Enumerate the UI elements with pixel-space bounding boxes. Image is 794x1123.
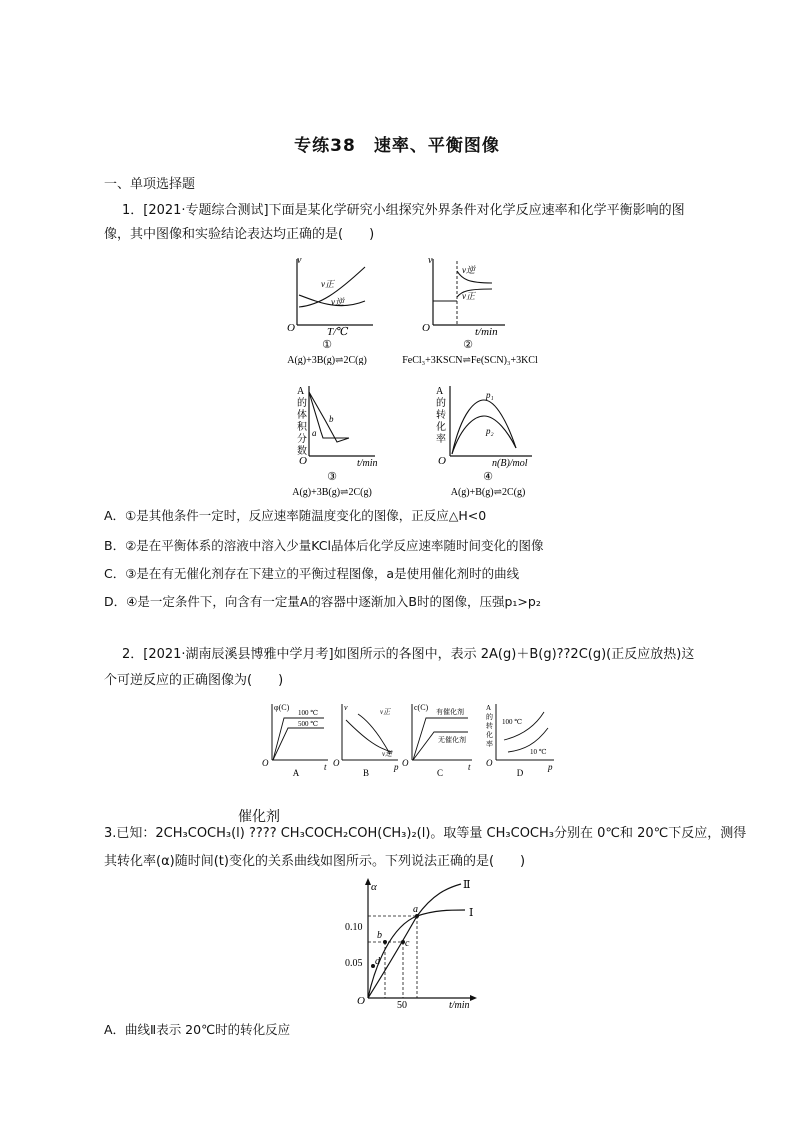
svg-text:分: 分	[297, 434, 307, 445]
fig4-number: ④	[483, 471, 493, 483]
q3-chart	[335, 876, 495, 1011]
fig3-origin: O	[299, 455, 307, 467]
q2-graph-a	[262, 703, 328, 778]
q3-point-d: d	[375, 956, 380, 967]
q3-catalyst-label: 催化剂	[238, 809, 280, 825]
svg-text:有催化剂: 有催化剂	[436, 708, 464, 716]
svg-text:B: B	[362, 768, 370, 778]
svg-text:10 ℃: 10 ℃	[530, 748, 547, 756]
svg-text:体: 体	[297, 410, 307, 421]
q3-x-label: t/min	[449, 1000, 470, 1011]
fig4-p1: p₁	[486, 390, 494, 400]
fig2-number: ②	[463, 339, 473, 351]
svg-text:v逆: v逆	[382, 750, 393, 758]
svg-text:A: A	[436, 386, 444, 397]
svg-text:O: O	[333, 758, 340, 768]
fig2-curve-label-2: v正	[462, 291, 475, 301]
q1-stem-line2: 像，其中图像和实验结论表达均正确的是( )	[104, 227, 375, 242]
q3-point-a: a	[413, 904, 418, 915]
section-heading: 一、单项选择题	[104, 177, 196, 192]
svg-text:的: 的	[486, 713, 493, 721]
svg-text:100 ℃: 100 ℃	[502, 718, 523, 726]
q1-figure-3	[275, 380, 395, 498]
q3-stem-line1: 3.已知：2CH₃COCH₃(l) ???? CH₃COCH₂COH(CH₃)₂(l)。取等量 CH₃COCH₃分别在 0℃和 20℃下反应，测得	[104, 826, 747, 841]
q3-point-b: b	[377, 930, 382, 941]
svg-text:v正: v正	[380, 708, 391, 716]
fig3-equation: A(g)+3B(g)⇌2C(g)	[292, 487, 372, 498]
fig2-y-label: v	[428, 255, 433, 266]
svg-text:O: O	[486, 758, 493, 768]
q3-curve-1-label: Ⅰ	[469, 907, 474, 919]
fig3-y-label-1: A	[297, 386, 305, 397]
svg-text:转: 转	[486, 722, 493, 730]
svg-text:积: 积	[297, 422, 307, 433]
q3-x-tick-50: 50	[397, 1000, 407, 1011]
svg-text:的: 的	[297, 398, 307, 409]
fig2-equation: FeCl₃+3KSCN⇌Fe(SCN)₃+3KCl	[402, 355, 538, 365]
q1-option-a: A．①是其他条件一定时，反应速率随温度变化的图像，正反应△H<0	[104, 508, 487, 523]
q3-curve-1	[368, 910, 465, 998]
q1-option-d: D．④是一定条件下，向含有一定量A的容器中逐渐加入B时的图像，压强p₁>p₂	[104, 594, 541, 609]
svg-text:p: p	[394, 762, 399, 772]
q1-figure-1	[275, 255, 395, 365]
q1-figure-4	[400, 380, 550, 498]
svg-text:A: A	[292, 768, 300, 778]
q3-y-tick-0.05: 0.05	[345, 958, 363, 969]
q3-curve-2	[368, 884, 461, 998]
svg-text:数: 数	[297, 446, 307, 457]
q2-graph-c	[402, 703, 472, 778]
fig1-origin: O	[287, 322, 295, 334]
svg-text:的: 的	[436, 398, 446, 409]
svg-text:c(C): c(C)	[414, 703, 429, 712]
fig1-curve-label-1: v正	[321, 279, 334, 289]
fig3-curve-b: b	[329, 414, 334, 424]
fig3-number: ③	[327, 471, 337, 483]
svg-text:无催化剂: 无催化剂	[438, 736, 466, 744]
svg-text:转: 转	[436, 410, 446, 421]
svg-text:化: 化	[436, 422, 446, 433]
svg-text:C: C	[436, 768, 444, 778]
fig4-p2: p₂	[486, 426, 494, 436]
q3-curve-2-label: Ⅱ	[463, 879, 471, 891]
svg-text:D: D	[516, 768, 524, 778]
fig4-equation: A(g)+B(g)⇌2C(g)	[450, 487, 526, 498]
q3-origin: O	[357, 995, 365, 1007]
q2-graph-d	[486, 704, 554, 778]
q2-stem-line2: 个可逆反应的正确图像为( )	[104, 673, 284, 688]
svg-text:率: 率	[486, 740, 493, 748]
fig1-x-label: T/℃	[327, 326, 349, 338]
fig4-x-label: n(B)/mol	[492, 458, 528, 469]
fig1-equation: A(g)+3B(g)⇌2C(g)	[287, 355, 367, 365]
q3-y-tick-0.10: 0.10	[345, 922, 363, 933]
fig1-y-label: v	[297, 255, 302, 266]
fig1-curve-label-2: v逆	[331, 297, 344, 307]
q3-stem-line2: 其转化率(α)随时间(t)变化的关系曲线如图所示。下列说法正确的是( )	[104, 854, 526, 869]
q1-figure-2	[400, 255, 550, 365]
fig4-origin: O	[438, 455, 446, 467]
fig2-curve-label-1: v逆	[462, 265, 475, 275]
svg-text:A: A	[486, 704, 492, 712]
svg-text:500 ℃: 500 ℃	[298, 720, 319, 728]
svg-text:率: 率	[436, 434, 446, 445]
q1-option-b: B．②是在平衡体系的溶液中溶入少量KCl晶体后化学反应速率随时间变化的图像	[104, 538, 544, 553]
q3-point-c: c	[405, 938, 410, 949]
q1-option-c: C．③是在有无催化剂存在下建立的平衡过程图像，a是使用催化剂时的曲线	[104, 566, 520, 581]
q1-stem-line1: 1．[2021·专题综合测试]下面是某化学研究小组探究外界条件对化学反应速率和化学平衡影响的图	[122, 203, 685, 218]
q3-y-label: α	[371, 881, 377, 893]
q2-graph-b	[333, 703, 399, 778]
svg-text:O: O	[262, 758, 269, 768]
svg-text:φ(C): φ(C)	[274, 703, 290, 712]
fig1-number: ①	[322, 339, 332, 351]
fig2-x-label: t/min	[475, 326, 498, 338]
svg-text:化: 化	[486, 731, 493, 739]
svg-text:t: t	[324, 762, 327, 772]
page-title: 专练38 速率、平衡图像	[294, 136, 500, 156]
fig3-x-label: t/min	[357, 458, 378, 469]
svg-text:t: t	[468, 762, 471, 772]
q2-figure-row	[258, 700, 558, 778]
fig3-curve-a: a	[312, 428, 317, 438]
q3-option-a: A．曲线Ⅱ表示 20℃时的转化反应	[104, 1022, 291, 1037]
fig2-origin: O	[422, 322, 430, 334]
svg-text:p: p	[548, 762, 553, 772]
svg-text:100 ℃: 100 ℃	[298, 709, 319, 717]
svg-text:v: v	[344, 703, 348, 712]
q2-stem-line1: 2．[2021·湖南辰溪县博雅中学月考]如图所示的各图中，表示 2A(g)＋B(g)??2C(g)(正反应放热)这	[122, 647, 695, 662]
svg-text:O: O	[402, 758, 409, 768]
